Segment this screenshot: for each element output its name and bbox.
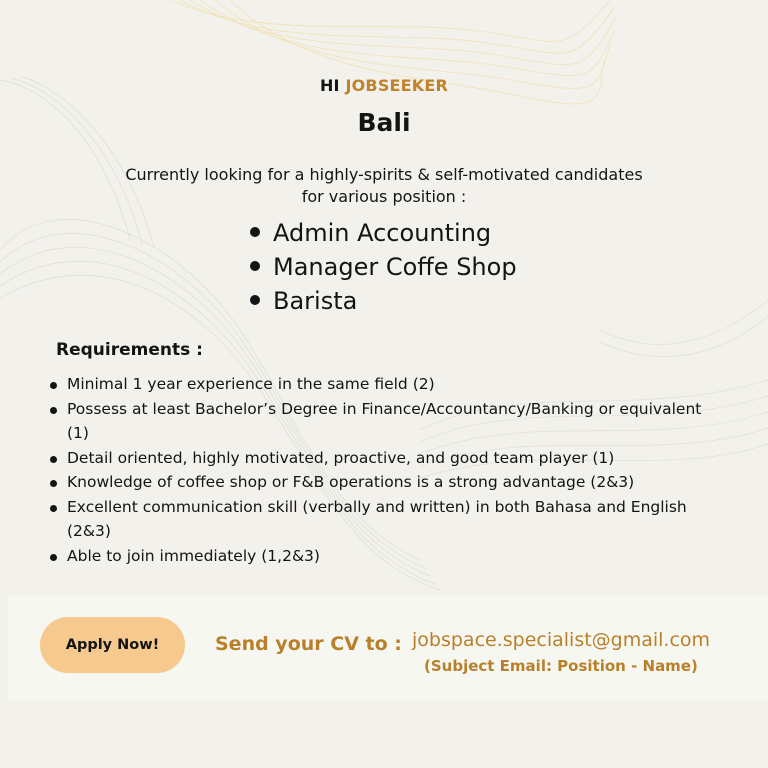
requirement-text: Minimal 1 year experience in the same field (2) [67,375,435,393]
greeting-line [0,76,768,95]
position-label: Manager Coffe Shop [273,253,517,281]
requirement-text: Detail oriented, highly motivated, proactive, and good team player (1) [67,448,615,467]
bullet-icon [50,456,57,463]
bullet-icon [250,295,260,305]
apply-now-button[interactable]: Apply Now! [40,617,185,673]
intro-line-1: Currently looking for a highly-spirits & self-motivated candidates [125,165,643,184]
requirement-item [48,446,708,471]
position-item [250,284,517,318]
requirement-item [48,495,708,544]
location-title: Bali [357,108,411,137]
requirement-text: Possess at least Bachelor’s Degree in Finance/Accountancy/Banking or equivalent (1) [67,399,702,442]
email-link[interactable]: jobspace.specialist@gmail.com [412,629,711,651]
greeting-text: HI [319,76,340,95]
requirement-item [48,397,708,446]
requirements-title: Requirements : [56,340,203,360]
requirement-text: Excellent communication skill (verbally and written) in both Bahasa and English (2&3) [67,497,687,540]
requirement-item [48,470,708,495]
requirements-list [48,372,708,568]
requirement-item [48,372,708,397]
bullet-icon [250,261,260,271]
requirement-text: Knowledge of coffee shop or F&B operations is a strong advantage (2&3) [67,473,635,491]
bullet-icon [50,407,57,414]
position-label: Admin Accounting [273,219,492,247]
requirement-item [48,544,708,569]
requirement-text: Able to join immediately (1,2&3) [67,546,320,565]
bullet-icon [50,480,57,487]
bullet-icon [50,505,57,512]
bullet-icon [50,554,57,561]
intro-line-2: for various position : [301,187,467,206]
email-subject-note: (Subject Email: Position - Name) [424,657,698,675]
greeting-highlight: JOBSEEKER [345,76,449,95]
position-item [250,216,517,250]
bullet-icon [250,227,260,237]
position-label: Barista [273,287,358,315]
send-cv-label: Send your CV to : [215,633,402,655]
positions-list [250,216,517,318]
intro-text [0,164,768,208]
bullet-icon [50,382,57,389]
position-item [250,250,517,284]
